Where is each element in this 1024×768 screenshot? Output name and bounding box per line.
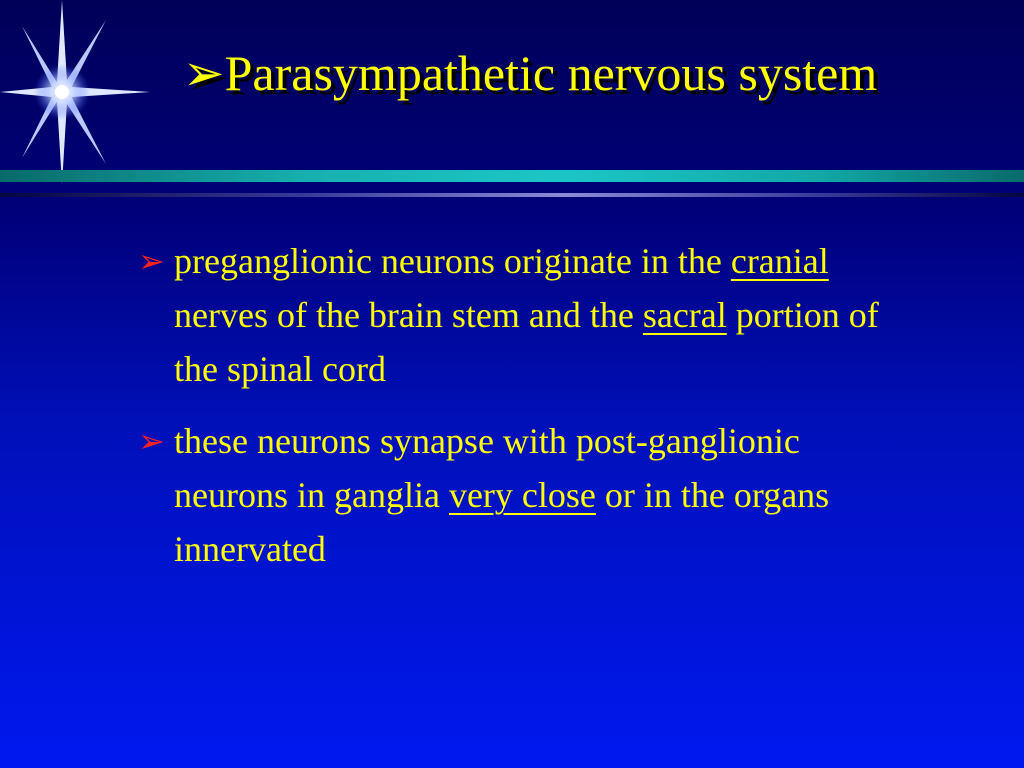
arrowhead-bullet-icon: ➢ (138, 422, 165, 460)
slide-title (150, 40, 910, 106)
bullet-text (174, 414, 898, 576)
underlined-term: sacral (642, 295, 727, 335)
bullet-text-run: portion of the spinal cord (174, 295, 879, 389)
title-divider-lavender (0, 193, 1024, 197)
bullet-item (138, 234, 898, 396)
title-divider-teal (0, 170, 1024, 182)
underlined-term: very close (448, 475, 596, 515)
bullet-text-run: nerves of the brain stem and the (174, 295, 643, 335)
bullet-list (138, 234, 898, 594)
slide-title-text: Parasympathetic nervous system (224, 45, 878, 101)
title-arrow-icon: ➢ (182, 45, 225, 101)
starburst-icon (0, 0, 150, 190)
bullet-text-run: or in the organs innervated (174, 475, 830, 569)
bullet-text (174, 234, 898, 396)
underlined-term: cranial (730, 241, 829, 281)
bullet-text-run: preganglionic neurons originate in the (174, 241, 731, 281)
bullet-text-run: these neurons synapse with post-ganglionic neurons in ganglia (174, 421, 800, 515)
arrowhead-bullet-icon: ➢ (138, 242, 165, 280)
bullet-item (138, 414, 898, 576)
